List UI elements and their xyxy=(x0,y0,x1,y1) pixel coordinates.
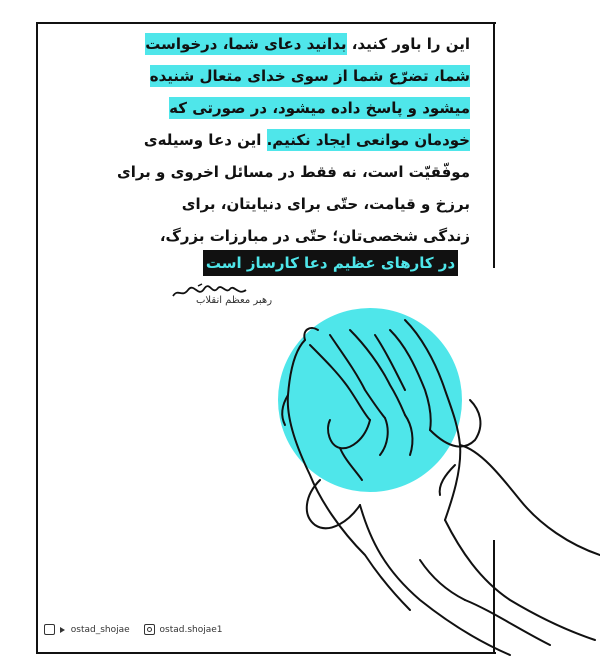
footer-social xyxy=(44,624,223,635)
quote-text xyxy=(40,28,470,252)
quote-line-7: زندگی شخصی‌تان؛ حتّی در مبارزات بزرگ، xyxy=(159,227,470,245)
instagram-handle: ostad.shojae1 xyxy=(159,625,223,635)
quote-line-3: میشود و پاسخ داده میشود، در صورتی که xyxy=(169,99,470,117)
telegram-icon xyxy=(60,627,65,633)
quote-line-6: برزخ و قیامت، حتّی برای دنیایتان، برای xyxy=(181,195,470,213)
quote-closing-line: در کارهای عظیم دعا کارساز است xyxy=(203,250,458,276)
quote-line-2: شما، تضرّع شما از سوی خدای متعال شنیده xyxy=(149,67,470,85)
eitaa-icon xyxy=(44,624,55,635)
instagram-icon xyxy=(144,624,155,635)
telegram-handle: ostad_shojae xyxy=(70,625,130,635)
quote-line-5: موفّقیّت است، نه فقط در مسائل اخروی و برای xyxy=(116,163,470,181)
attribution-caption: رهبر معظم انقلاب xyxy=(196,295,273,306)
praying-hands-illustration xyxy=(190,300,600,660)
social-telegram[interactable] xyxy=(44,624,130,635)
frame-right-edge-top xyxy=(493,22,495,268)
quote-line-1: این را باور کنید، بدانید دعای شما، درخواست xyxy=(145,35,470,53)
social-instagram[interactable] xyxy=(144,624,223,635)
quote-line-4: خودمان موانعی ایجاد نکنیم. این دعا وسیله‌ی xyxy=(143,131,470,149)
